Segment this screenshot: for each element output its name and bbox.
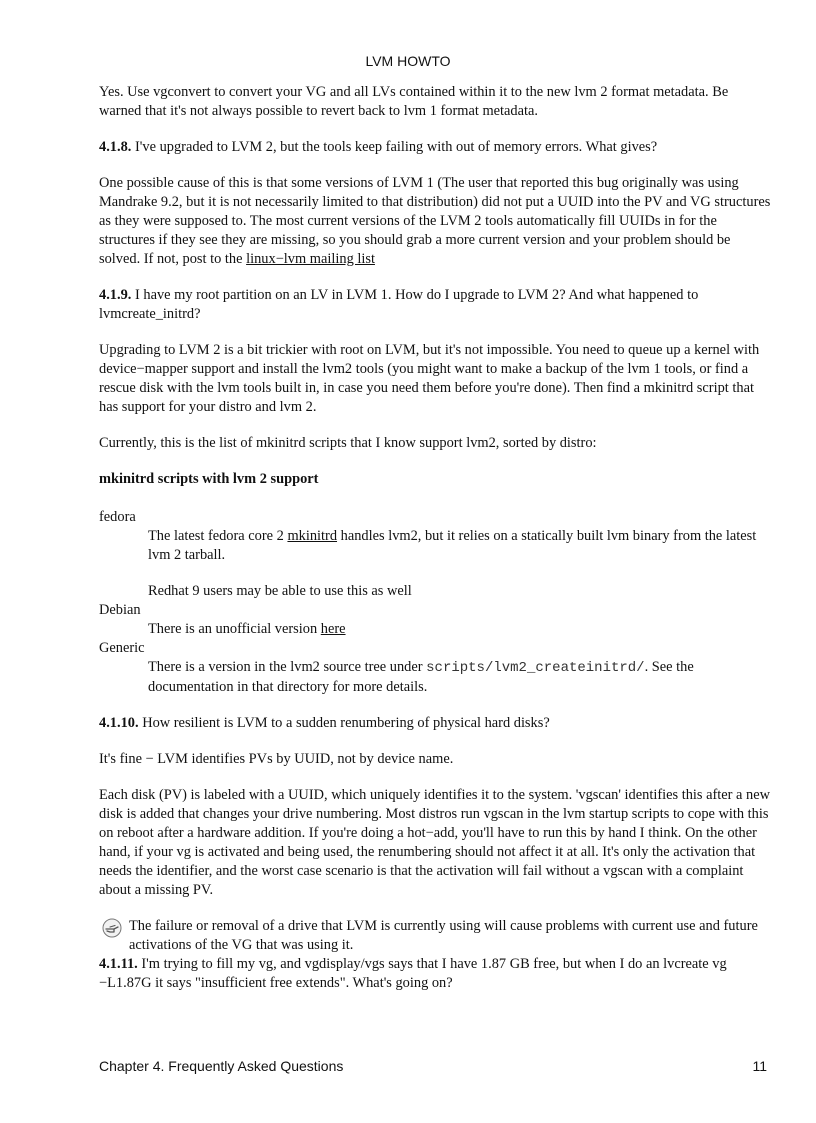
question-text: I have my root partition on an LV in LVM 1. How do I upgrade to LVM 2? And what happened to lvmcreate_initrd? [99,287,699,322]
question-4-1-11 [99,955,771,993]
answer-each-disk-paragraph: Each disk (PV) is labeled with a UUID, which uniquely identifies it to the system. 'vgscan' identifies this after a new disk is added that changes your drive numbering. Most distros run vgscan in the lvm startup scripts to cope with this on reboot after a hardware addition. If you're doing a hot−add, you'll have to run this by hand I think. On the other hand, if your vg is activated and being used, the renumbering should not affect it at all. It's only the activation that needs the identifier, and the worst case scenario is that the activation will fail without a vgscan with a complaint about a missing PV. [99,787,770,898]
mailing-list-link[interactable]: linux−lvm mailing list [246,251,375,267]
question-number: 4.1.8. [99,139,132,155]
footer-page-number: 11 [752,1058,767,1074]
distro-list [99,508,771,697]
debian-text: There is an unofficial version [148,621,318,637]
question-text: I'm trying to fill my vg, and vgdisplay/vgs says that I have 1.87 GB free, but when I do an lvcreate vg −L1.87G it says "insufficient free extends". What's going on? [99,956,727,991]
generic-text-a: There is a version in the lvm2 source tree under [148,659,423,675]
question-number: 4.1.11. [99,956,138,972]
page-header: LVM HOWTO [365,53,451,69]
question-4-1-8 [99,138,771,157]
answer-text: One possible cause of this is that some versions of LVM 1 (The user that reported this bug originally was using Mandrake 9.2, but it is not necessarily limited to that distribution) did not put a UUID into the PV and VG structures as they were supposed to. The most current versions of the LVM 2 tools automatically fill UUIDs in for the structures if they see they are missing, so you should grab a more current version and your problem should be solved. If not, post to the [99,175,771,267]
distro-term-debian: Debian [99,602,141,618]
question-4-1-10 [99,714,771,733]
section-subheading: mkinitrd scripts with lvm 2 support [99,471,319,487]
page-footer [99,1058,767,1074]
fedora-text-b: handles lvm2, but it relies on a statically built lvm binary from the latest lvm 2 tarball. [148,528,757,563]
question-number: 4.1.9. [99,287,132,303]
distro-term-generic: Generic [99,640,145,656]
question-number: 4.1.10. [99,715,139,731]
page-content [99,83,771,1010]
question-text: I've upgraded to LVM 2, but the tools keep failing with out of memory errors. What gives? [135,139,658,155]
note-text: The failure or removal of a drive that LVM is currently using will cause problems with current use and future activations of the VG that was using it. [129,918,758,953]
script-path-code: scripts/lvm2_createinitrd/ [426,660,645,676]
footer-chapter: Chapter 4. Frequently Asked Questions [99,1058,344,1074]
distro-desc-debian [148,620,771,639]
fedora-text-a: The latest fedora core 2 [148,528,284,544]
mkinitrd-link[interactable]: mkinitrd [287,528,338,544]
intro-paragraph: Yes. Use vgconvert to convert your VG and all LVs contained within it to the new lvm 2 format metadata. Be warned that it's not always possible to revert back to lvm 1 format metadata. [99,84,729,119]
question-4-1-9 [99,286,771,324]
here-link[interactable]: here [320,621,346,637]
generic-text-b: . See the documentation in that directory for more details. [148,659,694,695]
distro-term-fedora: fedora [99,509,136,525]
list-intro-paragraph: Currently, this is the list of mkinitrd scripts that I know support lvm2, sorted by distro: [99,435,597,451]
distro-desc-generic [148,658,771,697]
fedora-note: Redhat 9 users may be able to use this as well [148,583,412,599]
note-pointing-hand-icon [102,918,122,938]
distro-desc-fedora [148,527,771,601]
answer-4-1-8 [99,174,771,269]
answer-4-1-9: Upgrading to LVM 2 is a bit trickier with root on LVM, but it's not impossible. You need to queue up a kernel with device−mapper support and install the lvm2 tools (you might want to make a backup of the lvm 1 tools, or find a rescue disk with the lvm tools built in, in case you need them before you're done). Then find a mkinitrd script that has support for your distro and lvm 2. [99,342,760,415]
question-text: How resilient is LVM to a sudden renumbering of physical hard disks? [142,715,550,731]
answer-fine-paragraph: It's fine − LVM identifies PVs by UUID, not by device name. [99,751,454,767]
fedora-text [148,527,771,565]
note-block [99,917,771,955]
